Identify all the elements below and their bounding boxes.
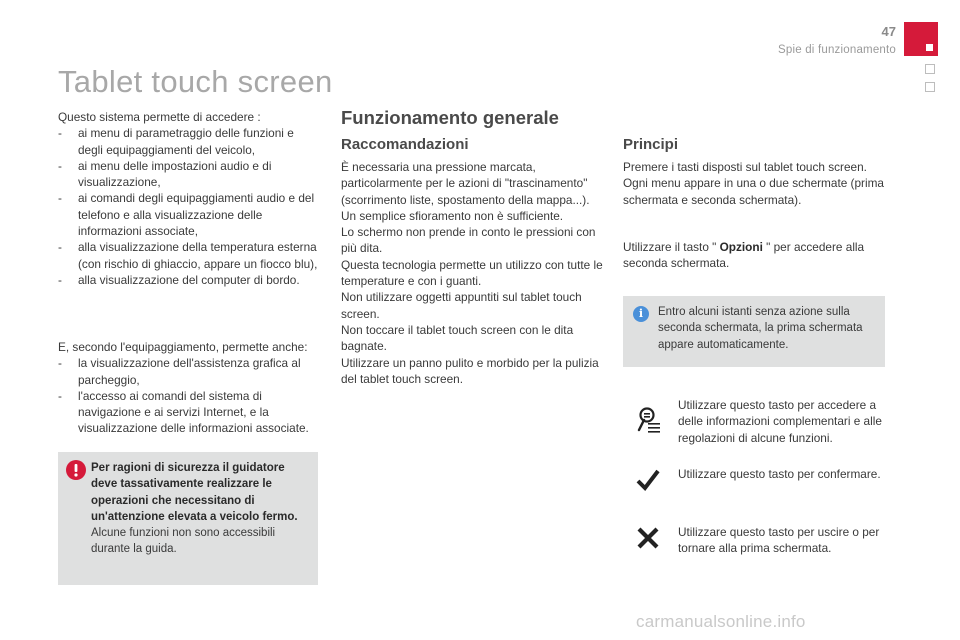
options-icon: [634, 406, 662, 434]
section-title: Spie di funzionamento: [778, 44, 896, 56]
list-item: - la visualizzazione dell'assistenza grafica al parcheggio,: [58, 356, 301, 387]
chapter-marker-empty: [925, 64, 935, 74]
paragraph: Utilizzare un panno pulito e morbido per la pulizia del tablet touch screen.: [341, 355, 599, 386]
page-title: Tablet touch screen: [58, 64, 333, 99]
list-item: - alla visualizzazione del computer di bordo.: [58, 272, 300, 287]
chapter-marker-empty: [925, 82, 935, 92]
principi-heading: Principi: [623, 136, 679, 153]
list-item: - l'accesso ai comandi del sistema di navigazione e ai servizi Internet, e la visualizzazione delle informazioni associate.: [58, 388, 309, 436]
secondary-block: [58, 339, 320, 437]
checkmark-icon: [634, 466, 662, 494]
warning-normal: Alcune funzioni non sono accessibili durante la guida.: [91, 527, 276, 556]
list-item: - ai menu delle impostazioni audio e di visualizzazione,: [58, 158, 272, 190]
principi-options-text: Utilizzare il tasto " Opzioni " per accedere alla seconda schermata.: [623, 240, 865, 271]
warning-box: [58, 452, 318, 585]
options-label: Opzioni: [719, 240, 763, 254]
chapter-tab-marker: [926, 44, 933, 51]
warning-text: [91, 460, 311, 558]
paragraph: Non utilizzare oggetti appuntiti sul tablet touch screen.: [341, 290, 582, 321]
intro-lead: Questo sistema permette di accedere :: [58, 110, 261, 124]
raccomandazioni-heading: Raccomandazioni: [341, 136, 469, 153]
secondary-lead: E, secondo l'equipaggiamento, permette anche:: [58, 340, 308, 354]
paragraph: È necessaria una pressione marcata, particolarmente per le azioni di "trascinamento" (scorrimento liste, spostamento della mappa...).: [341, 160, 590, 207]
raccomandazioni-text: [341, 159, 609, 387]
list-item: - alla visualizzazione della temperatura esterna (con rischio di ghiaccio, appare un fiocco blu),: [58, 240, 318, 271]
cross-icon: [634, 524, 662, 552]
options-description: Utilizzare questo tasto per accedere a delle informazioni complementari e alle regolazioni di alcune funzioni.: [678, 398, 882, 445]
chapter-tab: [904, 22, 938, 56]
info-box: [623, 296, 885, 367]
warning-bold: Per ragioni di sicurezza il guidatore deve tassativamente realizzare le operazioni che necessitano di un'attenzione elevata a veicolo fermo.: [91, 462, 298, 523]
intro-block: [58, 109, 320, 288]
warning-icon: [66, 460, 86, 480]
watermark: carmanualsonline.info: [636, 612, 806, 631]
page-number: 47: [881, 24, 896, 39]
exit-description: Utilizzare questo tasto per uscire o per tornare alla prima schermata.: [678, 525, 880, 556]
list-item: - ai menu di parametraggio delle funzioni e degli equipaggiamenti del veicolo,: [58, 126, 294, 157]
paragraph: Questa tecnologia permette un utilizzo con tutte le temperature e con i guanti.: [341, 257, 603, 289]
list-item: - ai comandi degli equipaggiamenti audio e del telefono e alla visualizzazione delle informazioni associate,: [58, 191, 315, 239]
info-icon: i: [633, 306, 649, 322]
confirm-description: Utilizzare questo tasto per confermare.: [678, 467, 881, 481]
main-heading: Funzionamento generale: [341, 107, 559, 128]
paragraph: Lo schermo non prende in conto le pressioni con più dita.: [341, 225, 596, 256]
principi-text: Premere i tasti disposti sul tablet touch screen. Ogni menu appare in una o due schermate (prima schermata e seconda schermata).: [623, 160, 884, 207]
info-text: Entro alcuni istanti senza azione sulla seconda schermata, la prima schermata appare automaticamente.: [658, 306, 863, 351]
paragraph: Un semplice sfioramento non è sufficiente.: [341, 208, 564, 223]
paragraph: Non toccare il tablet touch screen con le dita bagnate.: [341, 322, 574, 354]
